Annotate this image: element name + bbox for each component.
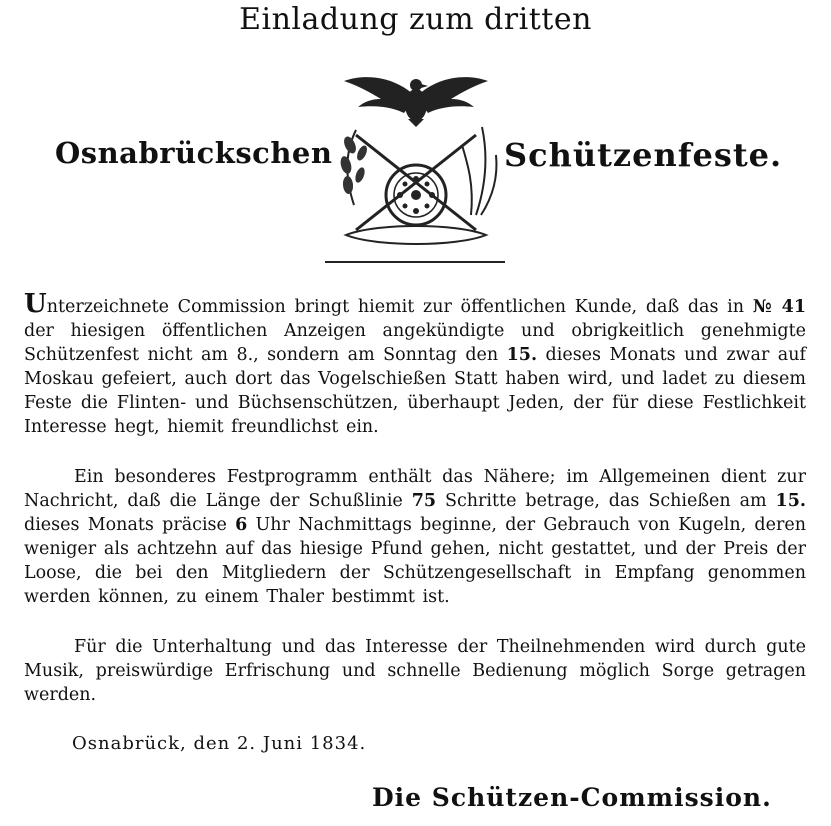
festival-day: 15. [506, 345, 538, 365]
title-right: Schützenfeste. [504, 136, 783, 174]
issue-number: 41 [781, 297, 806, 317]
number-sign: № [752, 297, 773, 317]
paragraph-2-text-b: Schritte betrage, das Schießen am [436, 491, 776, 511]
paragraph-2-text-a: Ein besonderes Festprogramm enthält das Nähere; im Allgemeinen dient zur Nachricht, daß die Länge der Schußlinie [24, 467, 806, 511]
paragraph-1-text-a: nterzeichnete Commission bringt hiemit zur öffentlichen Kunde, daß das in [46, 297, 753, 317]
drop-cap: U [24, 289, 47, 319]
title-left: Osnabrückschen [55, 136, 333, 170]
paragraph-2-text-c: dieses Monats präcise [24, 515, 236, 535]
paragraph-1 [24, 289, 806, 439]
signature: Die Schützen-Commission. [372, 783, 772, 812]
start-hour: 6 [235, 515, 248, 535]
paragraph-1-text-c: dieses Monats und zwar auf Moskau gefeiert, auch dort das Vogelschießen Statt haben wird, und ladet zu diesem Feste die Flinten- und Büchsenschützen, überhaupt Jeden, der für diese Festlichkeit Interesse hegt, hiemit freundlichst ein. [24, 345, 806, 437]
invitation-heading: Einladung zum dritten [239, 2, 592, 37]
paragraph-2-text-d: Uhr Nachmittags beginne, der Gebrauch von Kugeln, deren weniger als achtzehn auf das hiesige Pfund gehen, nicht gestattet, und der Preis der Loose, die bei den Mitgliedern der Schützengesellschaft in Empfang genommen werden können, zu einem Thaler bestimmt ist. [24, 515, 806, 607]
shooting-day: 15. [775, 491, 806, 511]
dateline: Osnabrück, den 2. Juni 1834. [72, 733, 367, 754]
shooting-line-steps: 75 [411, 491, 437, 511]
paragraph-1-text-b: der hiesigen öffentlichen Anzeigen angekündigte und obrigkeitlich genehmigte Schützenfest nicht am 8., sondern am Sonntag den [24, 321, 806, 365]
divider-rule [325, 261, 505, 263]
paragraph-3: Für die Unterhaltung und das Interesse der Theilnehmenden wird durch gute Musik, preiswürdige Erfrischung und schnelle Bedienung möglich Sorge getragen werden. [24, 637, 806, 705]
title-row [0, 126, 831, 186]
paragraph-2 [24, 465, 806, 609]
